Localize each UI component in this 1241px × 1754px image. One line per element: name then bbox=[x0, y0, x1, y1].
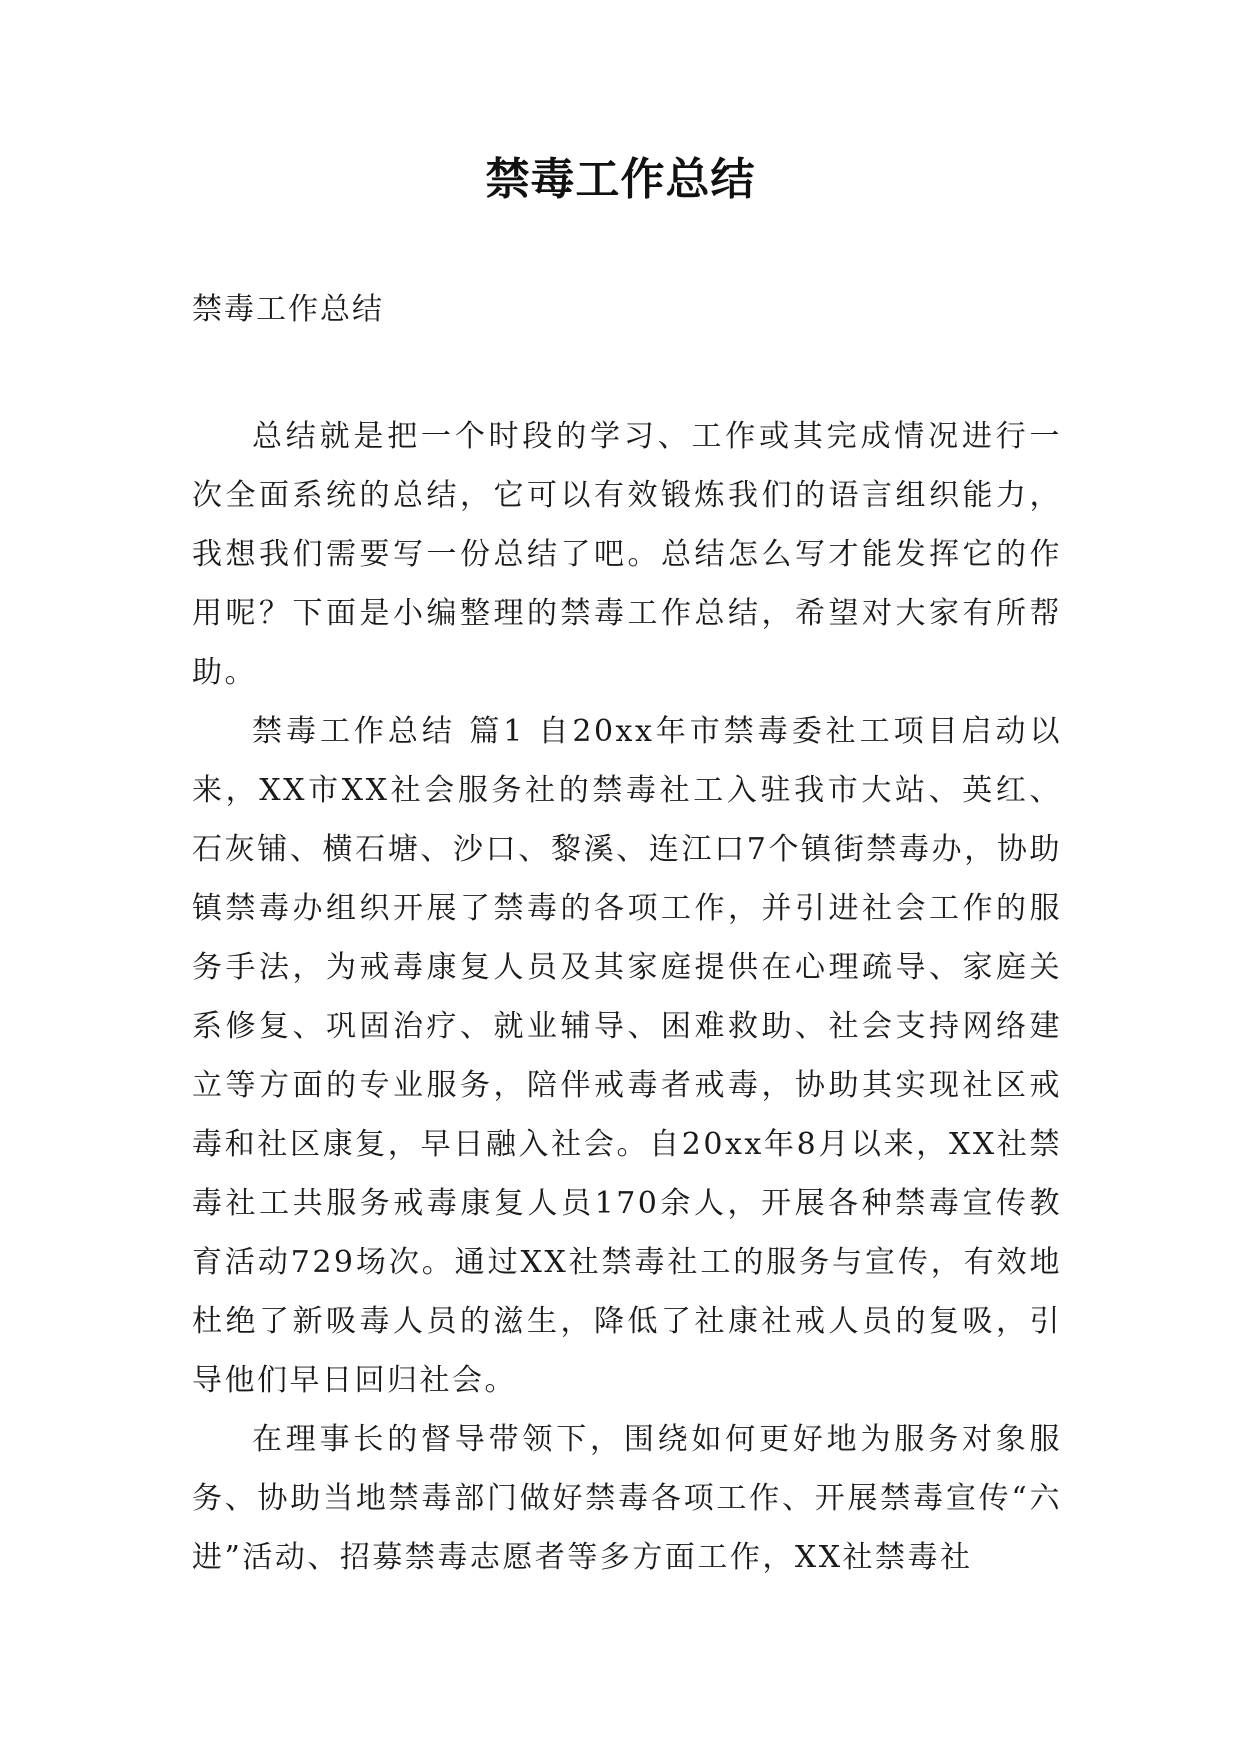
paragraph-part-1: 禁毒工作总结 篇1 自20xx年市禁毒委社工项目启动以来，XX市XX社会服务社的禁毒社工入驻我市大站、英红、石灰铺、横石塘、沙口、黎溪、连江口7个镇街禁毒办，协助镇禁毒办组织开展了禁毒的各项工作，并引进社会工作的服务手法，为戒毒康复人员及其家庭提供在心理疏导、家庭关系修复、巩固治疗、就业辅导、困难救助、社会支持网络建立等方面的专业服务，陪伴戒毒者戒毒，协助其实现社区戒毒和社区康复，早日融入社会。自20xx年8月以来，XX社禁毒社工共服务戒毒康复人员170余人，开展各种禁毒宣传教育活动729场次。通过XX社禁毒社工的服务与宣传，有效地杜绝了新吸毒人员的滋生，降低了社康社戒人员的复吸，引导他们早日回归社会。 bbox=[192, 714, 1062, 1398]
document-subtitle: 禁毒工作总结 bbox=[192, 292, 384, 327]
document-body bbox=[192, 407, 1062, 1587]
paragraph-supervision: 在理事长的督导带领下，围绕如何更好地为服务对象服务、协助当地禁毒部门做好禁毒各项工作、开展禁毒宣传“六进”活动、招募禁毒志愿者等多方面工作，XX社禁毒社 bbox=[192, 1422, 1062, 1575]
paragraph-intro: 总结就是把一个时段的学习、工作或其完成情况进行一次全面系统的总结，它可以有效锻炼我们的语言组织能力，我想我们需要写一份总结了吧。总结怎么写才能发挥它的作用呢？下面是小编整理的禁毒工作总结，希望对大家有所帮助。 bbox=[192, 419, 1062, 690]
document-title: 禁毒工作总结 bbox=[485, 154, 756, 205]
